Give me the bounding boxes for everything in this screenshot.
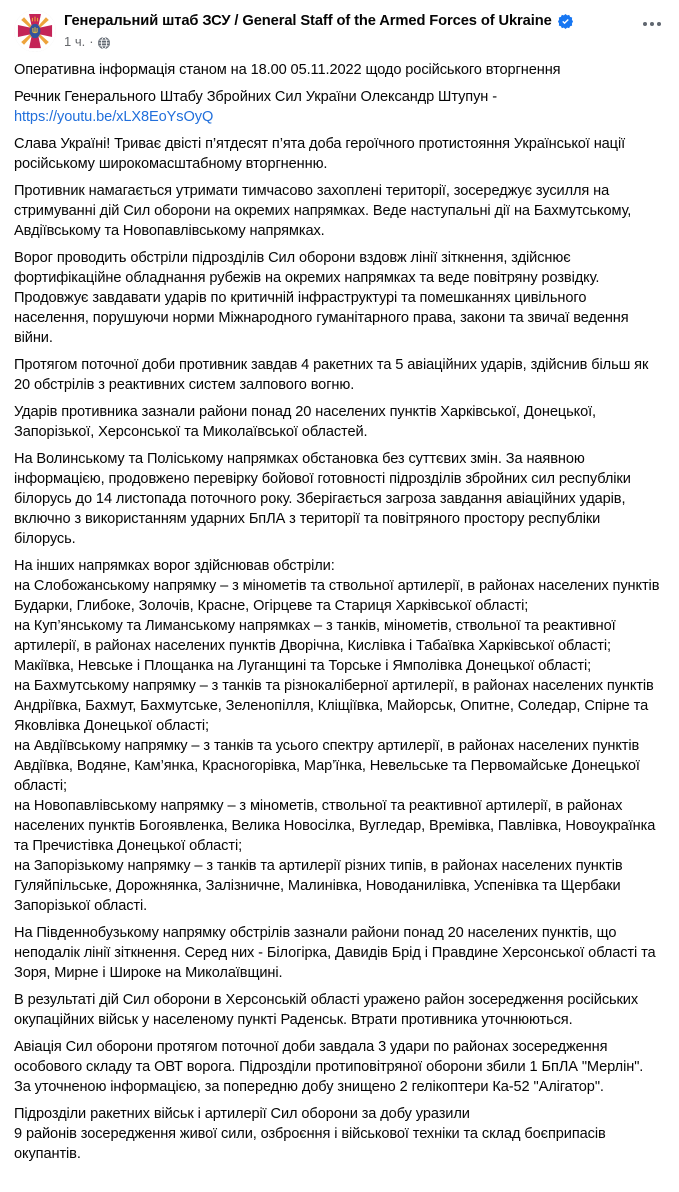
post-paragraph: Слава Україні! Триває двісті п’ятдесят п’ята доба героїчного протистояння Української нації російському широкомасштабному вторгненню. <box>14 136 626 172</box>
spokesman-text: Речник Генерального Штабу Збройних Сил України Олександр Штупун - <box>14 89 497 105</box>
more-options-button[interactable] <box>635 10 665 34</box>
post-paragraph: Ударів противника зазнали райони понад 20 населених пунктів Харківської, Донецької, Запорізької, Херсонської та Миколаївської областей. <box>14 404 596 440</box>
post-paragraph: На Південнобузькому напрямку обстрілів зазнали райони понад 20 населених пунктів, що неподалік лінії зіткнення. Серед них - Білогірка, Давидів Брід і Правдине Херсонської області та Зоря, Мирне і Широке на Миколаївщині. <box>14 925 656 981</box>
verified-badge-icon <box>558 14 573 29</box>
page-name-row <box>64 12 635 31</box>
post-paragraph: Ворог проводить обстріли підрозділів Сил оборони вздовж лінії зіткнення, здійснює фортифікаційне обладнання рубежів на окремих напрямках та веде повітряну розвідку. Продовжує завдавати ударів по критичній інфраструктурі та помешканнях цивільного населення, порушуючи норми Міжнародного гуманітарного права, закони та звичаї ведення війни. <box>14 250 629 346</box>
shelling-list-header: На інших напрямках ворог здійснював обстріли: <box>14 558 335 574</box>
avatar[interactable] <box>14 10 56 52</box>
shelling-list-item: на Новопавлівському напрямку – з мінометів, ствольної та реактивної артилерії, в районах населених пунктів Богоявленка, Велика Новосілка, Вугледар, Времівка, Павлівка, Новоукраїнка та Пречистівка Донецької області; <box>14 798 656 854</box>
header-text-block <box>64 10 635 50</box>
final-line: Підрозділи ракетних військ і артилерії Сил оборони за добу уразили <box>14 1106 470 1122</box>
post-paragraph-spokesman <box>14 87 663 127</box>
shelling-list-item: на Куп’янському та Лиманському напрямках – з танків, мінометів, ствольної та реактивної артилерії, в районах населених пунктів Дворічна, Кислівка і Табаївка Харківської області; Макіївка, Невське і Площанка на Луганщині та Торське і Ямполівка Донецької області; <box>14 618 616 674</box>
ellipsis-icon <box>657 22 661 26</box>
shelling-list-item: на Запорізькому напрямку – з танків та артилерії різних типів, в районах населених пунктів Гуляйпільське, Дорожнянка, Залізничне, Малинівка, Новоданилівка, Успенівка та Щербаки Запорізької області. <box>14 858 623 914</box>
globe-icon <box>98 37 110 49</box>
post-paragraph: В результаті дій Сил оборони в Херсонській області уражено район зосередження російських окупаційних військ у населеному пункті Раденськ. Втрати противника уточнюються. <box>14 992 639 1028</box>
post-paragraph-final <box>14 1104 663 1164</box>
post-paragraph: На Волинському та Поліському напрямках обстановка без суттєвих змін. За наявною інформацією, продовжено перевірку бойової готовності підрозділів збройних сил республіки білорусь до 14 листопада поточного року. Зберігається загроза завдання авіаційних ударів, включно з використанням ударних БпЛА з території та повітряного простору республіки білорусь. <box>14 451 631 547</box>
post-paragraph: Протягом поточної доби противник завдав 4 ракетних та 5 авіаційних ударів, здійснив більш як 20 обстрілів з реактивних систем залпового вогню. <box>14 357 649 393</box>
post-content <box>0 54 679 1178</box>
final-line: 9 районів зосередження живої сили, озброєння і військової техніки та склад боєприпасів окупантів. <box>14 1126 606 1162</box>
shelling-directions-list <box>14 556 663 916</box>
timestamp-separator: · <box>89 34 94 49</box>
post-paragraph: Противник намагається утримати тимчасово захоплені території, зосереджує зусилля на стримуванні дій Сил оборони на окремих напрямках. Веде наступальні дії на Бахмутському, Авдіївському та Новопавлівському напрямках. <box>14 183 632 239</box>
shelling-list-item: на Авдіївському напрямку – з танків та усього спектру артилерії, в районах населених пунктів Авдіївка, Водяне, Кам’янка, Красногорівка, Мар’їнка, Невельське та Первомайське Донецької області; <box>14 738 640 794</box>
youtube-link[interactable]: https://youtu.be/xLX8EoYsOyQ <box>14 109 214 125</box>
post-header <box>0 0 679 54</box>
post-paragraph: Авіація Сил оборони протягом поточної доби завдала 3 удари по районах зосередження особового складу та ОВТ ворога. Підрозділи протиповітряної оборони збили 1 БпЛА "Мерлін". За уточненою інформацією, за попередню добу знищено 2 гелікоптери Ка-52 "Алігатор". <box>14 1039 644 1095</box>
shelling-list-item: на Слобожанському напрямку – з мінометів та ствольної артилерії, в районах населених пунктів Бударки, Глибоке, Золочів, Красне, Огірцеве та Стариця Харківської області; <box>14 578 660 614</box>
post-timestamp[interactable]: 1 ч. <box>64 34 86 49</box>
timestamp-row <box>64 34 635 50</box>
ellipsis-icon <box>643 22 647 26</box>
ellipsis-icon <box>650 22 654 26</box>
general-staff-emblem-icon <box>14 10 56 52</box>
post-paragraph-intro: Оперативна інформація станом на 18.00 05.11.2022 щодо російського вторгнення <box>14 62 561 78</box>
page-name[interactable]: Генеральний штаб ЗСУ / General Staff of the Armed Forces of Ukraine <box>64 13 552 29</box>
shelling-list-item: на Бахмутському напрямку – з танків та різнокаліберної артилерії, в районах населених пунктів Андріївка, Бахмут, Бахмутське, Зеленопілля, Кліщіївка, Майорськ, Опитне, Соледар, Спірне та Яковлівка Донецької області; <box>14 678 654 734</box>
